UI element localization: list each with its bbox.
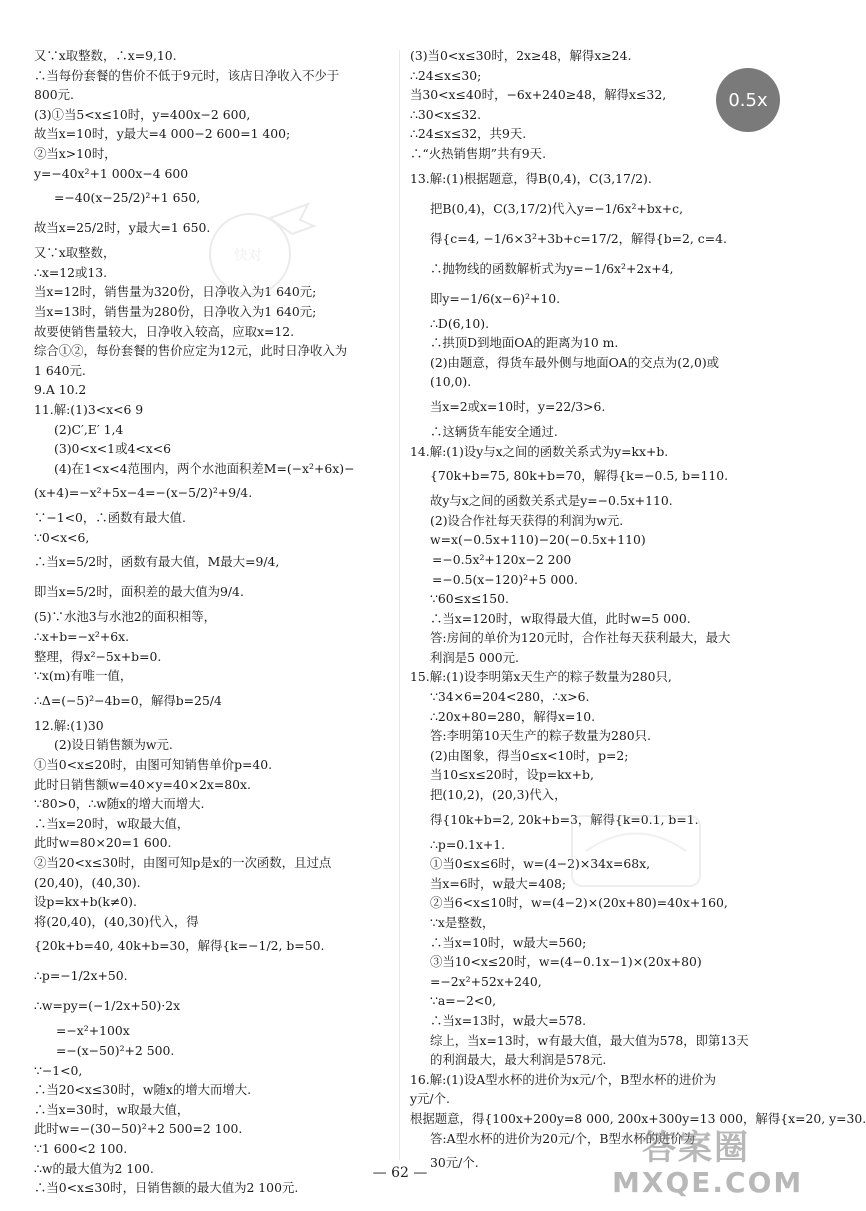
watermark-logo-url: MXQE.COM [612, 1166, 804, 1199]
text-line: =−0.5(x−120)²+5 000. [432, 571, 578, 587]
text-line: 把B(0,4)，C(3,17/2)代入y=−1/6x²+bx+c, [430, 200, 684, 216]
text-line: 利润是5 000元. [430, 649, 519, 665]
text-line: w=x(−0.5x+110)−20(−0.5x+110) [430, 532, 646, 548]
text-line: (2)由题意，得货车最外侧与地面OA的交点为(2,0)或 [430, 354, 720, 370]
text-line: ∵x是整数， [430, 915, 495, 930]
right-column [410, 46, 866, 1178]
text-line: ∴w=py=(−1/2x+50)·2x [34, 998, 181, 1014]
text-line: ∴拱顶D到地面OA的距离为10 m. [430, 335, 619, 351]
text-line: 答:A型水杯的进价为20元/个，B型水杯的进价为 [430, 1130, 696, 1146]
text-line: 故当x=10时，y最大=4 000−2 600=1 400; [34, 126, 291, 142]
text-line: =−2x²+52x+240, [430, 973, 542, 989]
text-line: ∵34×6=204<280，∴x>6. [430, 689, 590, 705]
text-line: 30元/个. [430, 1155, 479, 1171]
text-line: ∴当x=10时，w最大=560; [430, 934, 587, 950]
text-line: (3)当0<x≤30时，2x≥48，解得x≥24. [410, 48, 632, 63]
page-number: — 62 — [372, 1165, 428, 1181]
text-line: {20k+b=40, 40k+b=30，解得{k=−1/2, b=50. [34, 938, 325, 954]
text-line: {70k+b=75, 80k+b=70，解得{k=−0.5, b=110. [430, 468, 729, 484]
text-line: ∴D(6,10). [430, 315, 490, 331]
zoom-level-button[interactable]: 0.5x [716, 68, 780, 132]
text-line: 综合①②，每份套餐的售价应定为12元，此时日净收入为 [34, 343, 348, 359]
watermark-logo [612, 1120, 804, 1206]
text-line: 800元. [34, 87, 74, 103]
text-line: 当30<x≤40时，−6x+240≥48，解得x≤32, [410, 87, 667, 103]
text-line: ③当10<x≤20时，w=(4−0.1x−1)×(20x+80) [430, 954, 702, 970]
faint-stamp-icon [566, 806, 706, 896]
faint-carrot-stamp-icon [200, 198, 320, 308]
text-line: 13.解:(1)根据题意，得B(0,4)，C(3,17/2). [410, 170, 652, 186]
text-line: 故y与x之间的函数关系式是y=−0.5x+110. [430, 493, 673, 509]
text-line: 得{10k+b=2, 20k+b=3，解得{k=0.1, b=1. [430, 811, 699, 827]
text-line: ∴x+b=−x²+6x. [34, 629, 130, 645]
watermark-logo-text: 答案圈 [642, 1128, 750, 1168]
text-line: ∴当0<x≤30时，日销售额的最大值为2 100元. [34, 1180, 299, 1196]
text-line: 当x=2或x=10时，y=22/3>6. [430, 398, 606, 414]
text-line: ∴24≤x≤30; [410, 67, 482, 83]
text-line: ∵60≤x≤150. [430, 591, 509, 607]
text-line: 11.解:(1)3<x<6 9 [34, 401, 144, 417]
text-line: 1 640元. [34, 362, 86, 378]
text-line: 此时w=80×20=1 600. [34, 835, 172, 851]
text-line: 即y=−1/6(x−6)²+10. [430, 290, 561, 306]
text-line: 当10≤x≤20时，设p=kx+b, [430, 767, 594, 783]
text-line: ∴Δ=(−5)²−4b=0，解得b=25/4 [34, 692, 222, 708]
text-line: 故当x=25/2时，y最大=1 650. [34, 220, 211, 236]
text-line: 把(10,2)，(20,3)代入， [430, 787, 567, 803]
text-line: (20,40)，(40,30). [34, 874, 141, 890]
text-line: 16.解:(1)设A型水杯的进价为x元/个，B型水杯的进价为 [410, 1071, 717, 1087]
text-line: 当x=13时，销售量为280份，日净收入为1 640元; [34, 303, 317, 319]
text-line: 得{c=4, −1/6×3²+3b+c=17/2，解得{b=2, c=4. [430, 230, 727, 246]
text-line: 此时日销售额w=40×y=40×2x=80x. [34, 776, 251, 792]
text-line: ∴“火热销售期”共有9天. [410, 145, 547, 161]
text-line: ②当20<x≤30时，由图可知p是x的一次函数，且过点 [34, 855, 332, 870]
text-line: ∵1 600<2 100. [34, 1140, 128, 1156]
text-line: ∵0<x<6, [34, 529, 90, 545]
text-line: 的利润最大，最大利润是578元. [430, 1052, 607, 1068]
text-line: ∵x(m)有唯一值， [34, 668, 133, 684]
text-line: 14.解:(1)设y与x之间的函数关系式为y=kx+b. [410, 443, 669, 459]
text-line: ∵−1<0，∴函数有最大值. [34, 510, 186, 526]
text-line: ∴30<x≤32. [410, 106, 482, 122]
text-line: ∴当x=5/2时，函数有最大值，M最大=9/4, [34, 554, 280, 570]
text-line: 将(20,40)，(40,30)代入，得 [34, 913, 199, 929]
text-line: 整理，得x²−5x+b=0. [34, 648, 162, 664]
text-line: =−0.5x²+120x−2 200 [432, 551, 572, 567]
text-line: (3)①当5<x≤10时，y=400x−2 600, [34, 106, 251, 122]
text-line: ∴这辆货车能安全通过. [430, 423, 558, 439]
text-line: 又∵x取整数， [34, 245, 116, 261]
text-line: ∵80>0，∴w随x的增大而增大. [34, 796, 205, 812]
text-line: (2)设日销售额为w元. [54, 737, 173, 753]
text-line: 又∵x取整数，∴x=9,10. [34, 48, 177, 63]
text-line: 当x=12时，销售量为320份，日净收入为1 640元; [34, 284, 317, 300]
text-line: 设p=kx+b(k≠0). [34, 894, 137, 910]
text-line: ∴当x=30时，w取最大值， [34, 1101, 190, 1117]
text-line: ∴20x+80=280，解得x=10. [430, 708, 596, 724]
text-line: ②当x>10时， [34, 145, 117, 161]
text-line: ∴w的最大值为2 100. [34, 1160, 154, 1176]
text-line: (2)设合作社每天获得的利润为w元. [430, 512, 624, 528]
text-line: 答:房间的单价为120元时，合作社每天获利最大，最大 [430, 630, 731, 646]
text-line: =−40(x−25/2)²+1 650, [54, 190, 201, 206]
text-line: 故要使销售量较大，日净收入较高，应取x=12. [34, 323, 295, 339]
text-line: ∴抛物线的函数解析式为y=−1/6x²+2x+4, [430, 260, 674, 276]
text-line: y=−40x²+1 000x−4 600 [34, 165, 189, 181]
text-line: ∴p=0.1x+1. [430, 836, 506, 852]
text-line: ②当6<x≤10时，w=(4−2)×(20x+80)=40x+160, [430, 895, 728, 911]
text-line: (2)C′,E′ 1,4 [54, 421, 124, 437]
text-line: (5)∵水池3与水池2的面积相等， [34, 609, 217, 625]
text-line: ①当0<x≤20时，由图可知销售单价p=40. [34, 757, 273, 773]
text-line: (10,0). [430, 374, 472, 390]
text-line: ∴24≤x≤32，共9天. [410, 126, 527, 142]
text-line: 15.解:(1)设李明第x天生产的粽子数量为280只, [410, 669, 672, 685]
text-line: 此时w=−(30−50)²+2 500=2 100. [34, 1121, 243, 1137]
text-line: 答:李明第10天生产的粽子数量为280只. [430, 728, 651, 744]
text-line: ∴当x=13时，w最大=578. [430, 1012, 587, 1028]
text-line: 9.A 10.2 [34, 382, 87, 398]
text-line: 根据题意，得{100x+200y=8 000, 200x+300y=13 000，解得{x=20, y=30. [410, 1110, 866, 1126]
text-line: ∵a=−2<0, [430, 993, 497, 1009]
text-line: ∵−1<0, [34, 1062, 83, 1078]
text-line: ∴当每份套餐的售价不低于9元时，该店日净收入不少于 [34, 67, 340, 83]
text-line: 即当x=5/2时，面积差的最大值为9/4. [34, 584, 244, 600]
text-line: =−x²+100x [56, 1023, 130, 1039]
stamp-text: 快对 [234, 248, 262, 264]
text-line: (3)0<x<1或4<x<6 [54, 441, 171, 457]
text-line: 综上，当x=13时，w有最大值，最大值为578，即第13天 [430, 1032, 749, 1048]
text-line: ∴x=12或13. [34, 264, 108, 280]
column-divider [399, 50, 400, 1160]
text-line: =−(x−50)²+2 500. [56, 1042, 175, 1058]
text-line: ①当0≤x≤6时，w=(4−2)×34x=68x, [430, 856, 651, 872]
text-line: ∴p=−1/2x+50. [34, 968, 128, 984]
text-line: y元/个. [410, 1091, 450, 1107]
text-line: (2)由图象，得当0≤x<10时，p=2; [430, 747, 629, 763]
text-line: ∴当20<x≤30时，w随x的增大而增大. [34, 1082, 252, 1098]
text-line: 当x=6时，w最大=408; [430, 875, 567, 891]
text-line: (x+4)=−x²+5x−4=−(x−5/2)²+9/4. [34, 485, 253, 501]
text-line: 12.解:(1)30 [34, 717, 104, 733]
text-line: ∴当x=120时，w取得最大值，此时w=5 000. [430, 610, 691, 626]
text-line: (4)在1<x<4范围内，两个水池面积差M=(−x²+6x)− [54, 460, 355, 476]
text-line: ∴当x=20时，w取最大值， [34, 815, 190, 831]
